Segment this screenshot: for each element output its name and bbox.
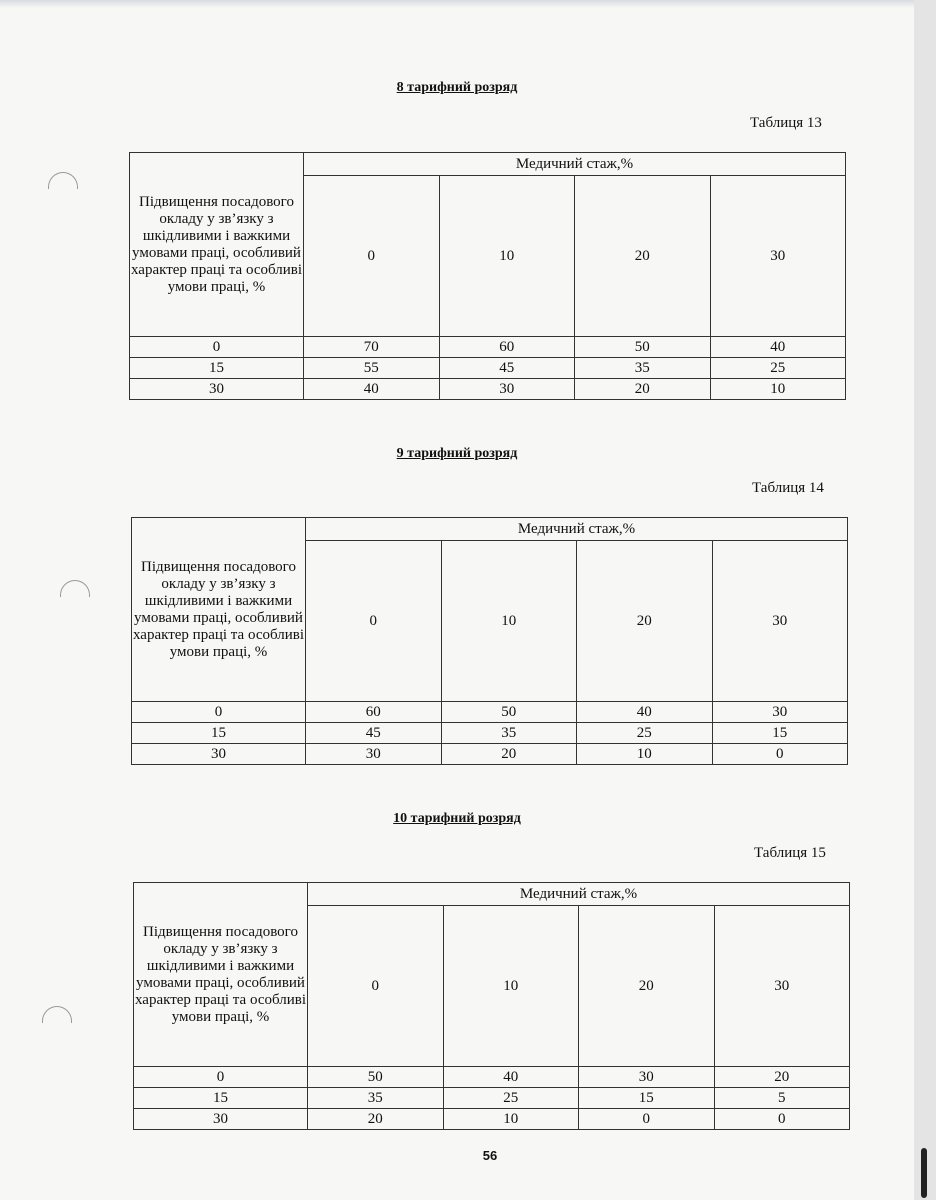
table-cell: 20: [308, 1109, 444, 1130]
row-header-cell: Підвищення посадового окладу у зв’язку з шкідливими і важкими умовами праці, особливий характер праці та особливі умови праці, %: [130, 153, 304, 337]
table-cell: 30: [712, 702, 848, 723]
page-number: 56: [482, 1148, 498, 1163]
table-cell: 40: [443, 1067, 579, 1088]
table-cell: 45: [439, 358, 575, 379]
punch-hole-mark: [42, 1006, 72, 1023]
scrollbar-thumb[interactable]: [921, 1148, 927, 1198]
table-cell: 30: [579, 1067, 715, 1088]
section-heading: 9 тарифний розряд: [396, 446, 518, 461]
table-cell: 50: [308, 1067, 444, 1088]
table-row: [132, 744, 848, 765]
table-cell: 40: [304, 379, 440, 400]
table-row: [130, 379, 846, 400]
table-cell: 0: [714, 1109, 850, 1130]
table-row: [130, 337, 846, 358]
section-heading: 10 тарифний розряд: [393, 811, 521, 826]
row-label: 15: [134, 1088, 308, 1109]
table-caption: Таблиця 13: [750, 115, 822, 131]
table-cell: 35: [441, 723, 577, 744]
table-cell: 40: [577, 702, 713, 723]
table-cell: 25: [577, 723, 713, 744]
table-cell: 20: [714, 1067, 850, 1088]
table-cell: 0: [712, 744, 848, 765]
column-header: 20: [577, 541, 713, 702]
table-cell: 40: [710, 337, 846, 358]
section-heading: 8 тарифний розряд: [396, 80, 518, 95]
table-cell: 5: [714, 1088, 850, 1109]
table-cell: 15: [712, 723, 848, 744]
table-cell: 55: [304, 358, 440, 379]
column-header: 30: [712, 541, 848, 702]
row-label: 15: [130, 358, 304, 379]
viewer-background: [914, 0, 936, 1200]
table-cell: 25: [710, 358, 846, 379]
row-header-cell: Підвищення посадового окладу у зв’язку з шкідливими і важкими умовами праці, особливий характер праці та особливі умови праці, %: [132, 518, 306, 702]
table-cell: 20: [575, 379, 711, 400]
table-cell: 60: [306, 702, 442, 723]
table-cell: 50: [575, 337, 711, 358]
top-shadow: [0, 0, 914, 8]
table-row: [130, 358, 846, 379]
table-cell: 30: [306, 744, 442, 765]
table-cell: 60: [439, 337, 575, 358]
table-cell: 15: [579, 1088, 715, 1109]
row-label: 0: [130, 337, 304, 358]
row-label: 30: [130, 379, 304, 400]
row-label: 0: [134, 1067, 308, 1088]
column-header: 10: [439, 176, 575, 337]
table-cell: 45: [306, 723, 442, 744]
table-row: [132, 702, 848, 723]
table-cell: 35: [575, 358, 711, 379]
table-row: [134, 1067, 850, 1088]
table-cell: 70: [304, 337, 440, 358]
row-label: 30: [134, 1109, 308, 1130]
table-cell: 10: [710, 379, 846, 400]
table-row: [134, 1109, 850, 1130]
column-header: 20: [579, 906, 715, 1067]
column-header: 0: [306, 541, 442, 702]
tariff-table: [131, 517, 848, 765]
punch-hole-mark: [60, 580, 90, 597]
table-cell: 10: [577, 744, 713, 765]
punch-hole-mark: [48, 172, 78, 189]
column-header: 20: [575, 176, 711, 337]
row-label: 30: [132, 744, 306, 765]
column-group-header: Медичний стаж,%: [308, 883, 850, 906]
table-cell: 50: [441, 702, 577, 723]
column-header: 0: [304, 176, 440, 337]
tariff-table: [133, 882, 850, 1130]
table-caption: Таблиця 14: [752, 480, 824, 496]
column-group-header: Медичний стаж,%: [306, 518, 848, 541]
table-row: [134, 1088, 850, 1109]
table-cell: 25: [443, 1088, 579, 1109]
row-header-cell: Підвищення посадового окладу у зв’язку з шкідливими і важкими умовами праці, особливий характер праці та особливі умови праці, %: [134, 883, 308, 1067]
table-cell: 0: [579, 1109, 715, 1130]
row-label: 15: [132, 723, 306, 744]
table-caption: Таблиця 15: [754, 845, 826, 861]
column-header: 10: [441, 541, 577, 702]
column-header: 10: [443, 906, 579, 1067]
table-cell: 35: [308, 1088, 444, 1109]
table-cell: 30: [439, 379, 575, 400]
column-header: 30: [710, 176, 846, 337]
table-row: [132, 723, 848, 744]
table-cell: 10: [443, 1109, 579, 1130]
column-header: 30: [714, 906, 850, 1067]
row-label: 0: [132, 702, 306, 723]
table-cell: 20: [441, 744, 577, 765]
tariff-table: [129, 152, 846, 400]
column-header: 0: [308, 906, 444, 1067]
column-group-header: Медичний стаж,%: [304, 153, 846, 176]
